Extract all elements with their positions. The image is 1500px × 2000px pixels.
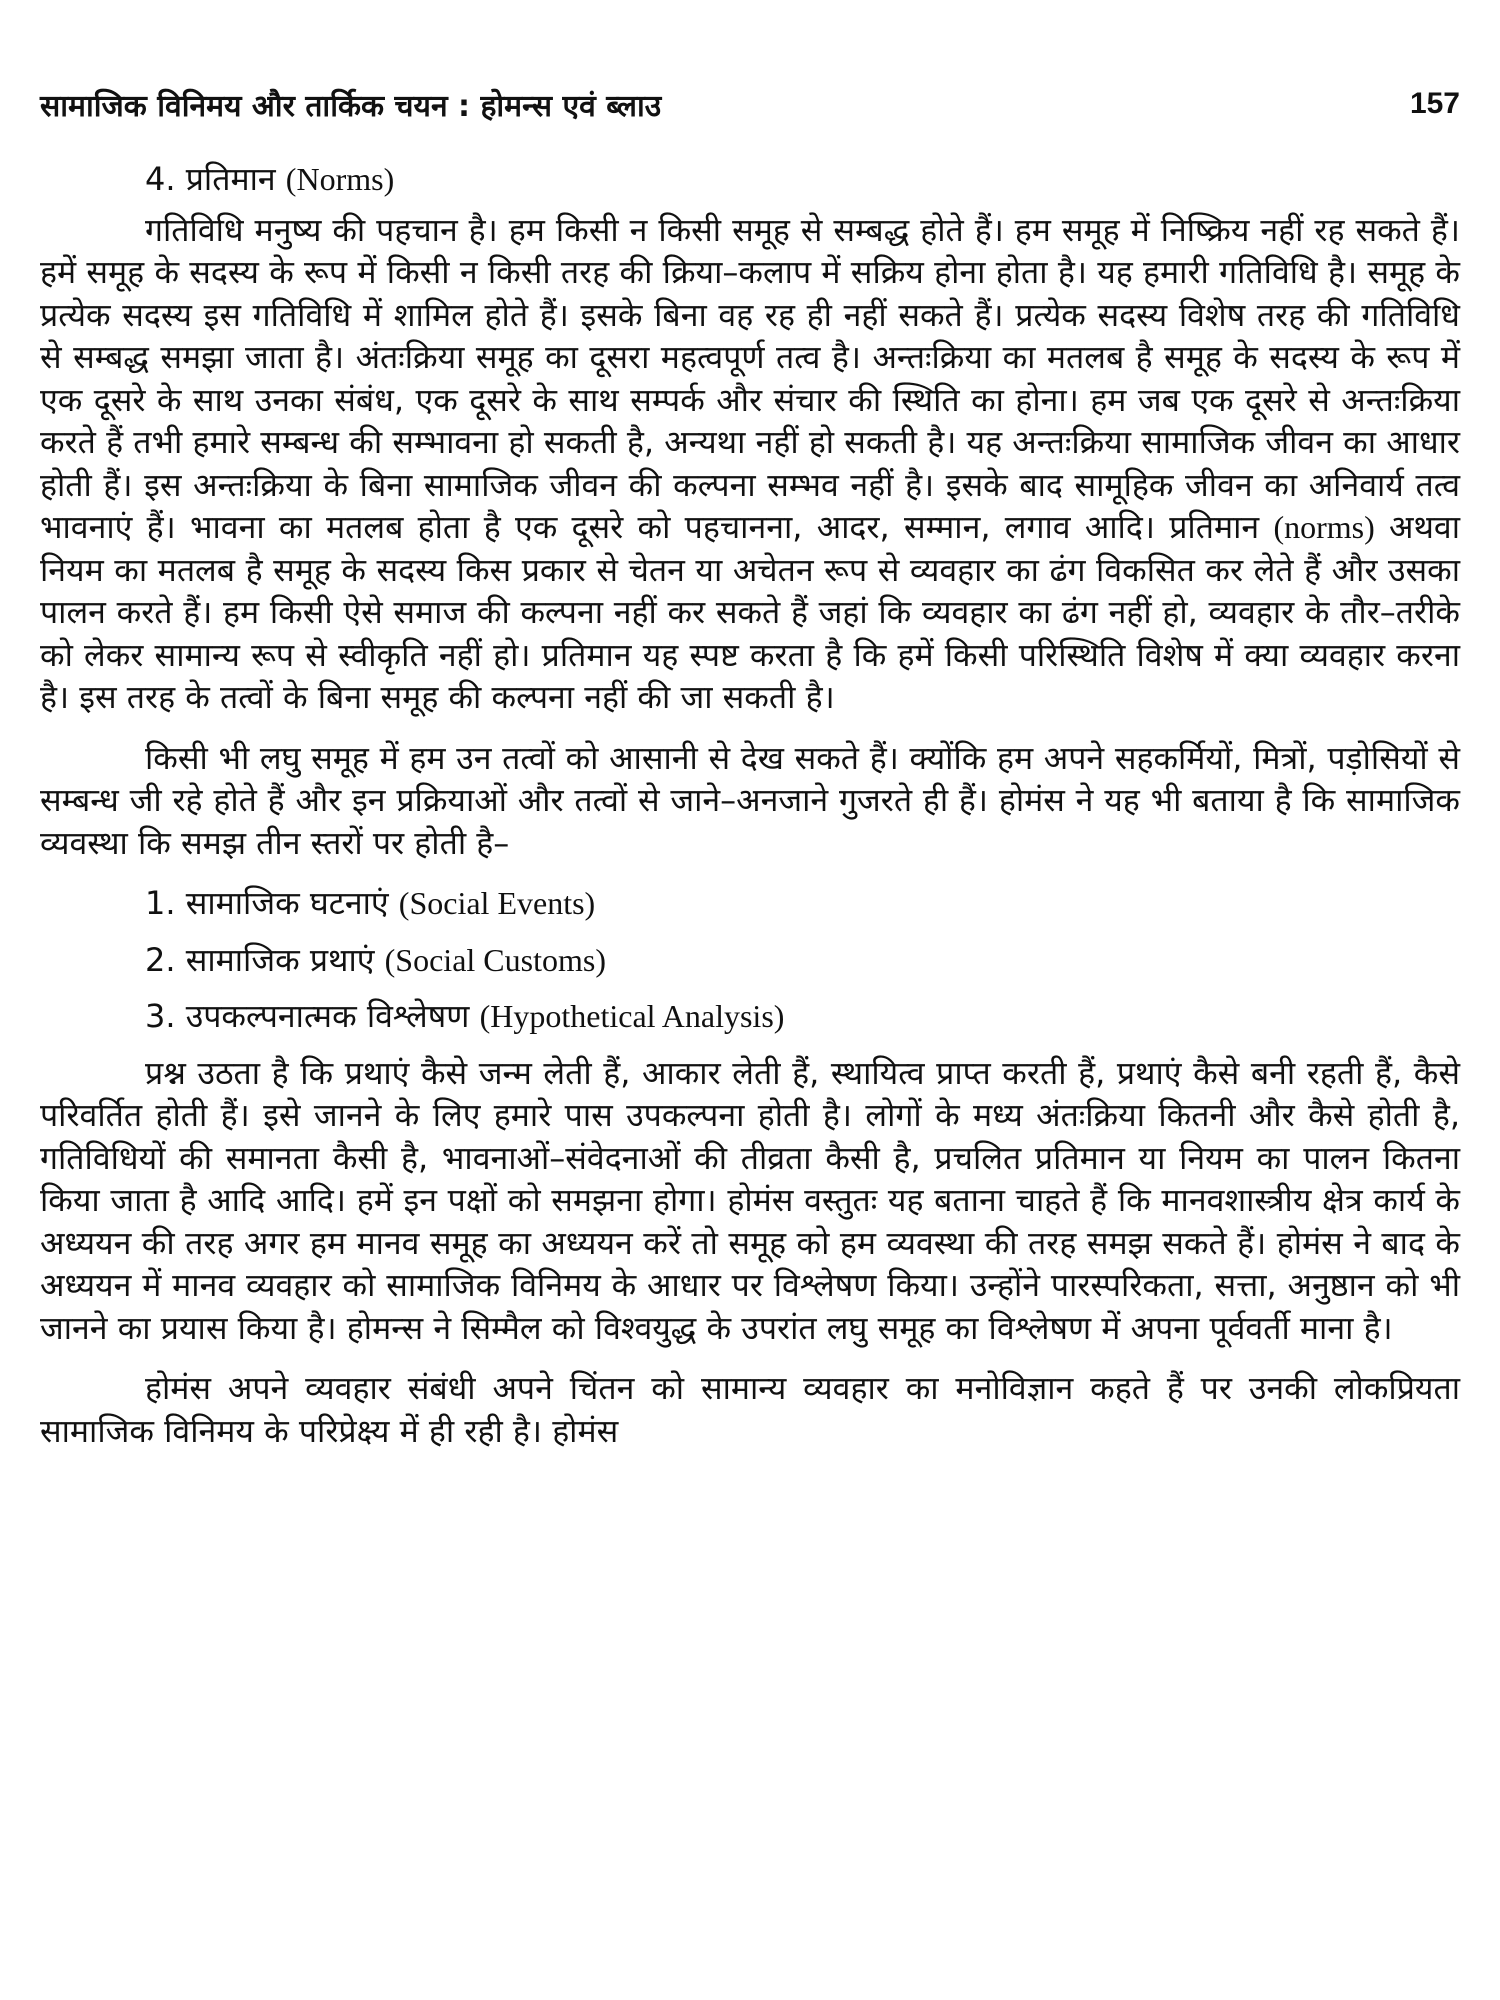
section-title-english: (Norms) bbox=[285, 161, 395, 197]
body-text bbox=[40, 158, 1460, 1470]
section-heading bbox=[40, 158, 1460, 201]
norms-english-term: (norms) bbox=[1273, 509, 1375, 545]
list-item-number: 2. bbox=[145, 940, 176, 979]
list-item-hindi: सामाजिक घटनाएं bbox=[185, 884, 389, 922]
list-item-hindi: सामाजिक प्रथाएं bbox=[185, 940, 375, 979]
section-number: 4. bbox=[145, 160, 176, 198]
list-item-english: (Social Customs) bbox=[384, 941, 606, 978]
paragraph-norms bbox=[40, 209, 1460, 719]
list-item bbox=[40, 995, 1460, 1038]
section-title-hindi: प्रतिमान bbox=[185, 160, 276, 198]
chapter-title: सामाजिक विनिमय और तार्किक चयन : होमन्स एवं ब्लाउ bbox=[40, 88, 662, 124]
paragraph-behavior: होमंस अपने व्यवहार संबंधी अपने चिंतन को सामान्य व्यवहार का मनोविज्ञान कहते हैं पर उनकी लोकप्रियता सामाजिक विनिमय के परिप्रेक्ष्य में ही रही है। होमंस bbox=[40, 1369, 1460, 1450]
list-item bbox=[40, 939, 1460, 982]
page-number: 157 bbox=[1409, 87, 1460, 120]
paragraph-norms-text-1: गतिविधि मनुष्य की पहचान है। हम किसी न किसी समूह से सम्बद्ध होते हैं। हम समूह में निष्क्रिय नहीं रह सकते हैं। हमें समूह के सदस्य के रूप में किसी न किसी तरह की क्रिया–कलाप में सक्रिय होना होता है। यह हमारी गतिविधि है। समूह के प्रत्येक सदस्य इस गतिविधि में शामिल होते हैं। इसके बिना वह रह ही नहीं सकते हैं। प्रत्येक सदस्य विशेष तरह की गतिविधि से सम्बद्ध समझा जाता है। अंतःक्रिया समूह का दूसरा महत्वपूर्ण तत्व है। अन्तःक्रिया का मतलब है समूह के सदस्य के रूप में एक दूसरे के साथ उनका संबंध, एक दूसरे के साथ सम्पर्क और संचार की स्थिति का होना। हम जब एक दूसरे से अन्तःक्रिया करते हैं तभी हमारे सम्बन्ध की सम्भावना हो सकती है, अन्यथा नहीं हो सकती है। यह अन्तःक्रिया सामाजिक जीवन का आधार होती हैं। इस अन्तःक्रिया के बिना सामाजिक जीवन की कल्पना सम्भव नहीं है। इसके बाद सामूहिक जीवन का अनिवार्य तत्व भावनाएं हैं। भावना का मतलब होता है एक दूसरे को पहचानना, आदर, सम्मान, लगाव आदि। प्रतिमान bbox=[40, 210, 1460, 546]
paragraph-small-groups: किसी भी लघु समूह में हम उन तत्वों को आसानी से देख सकते हैं। क्योंकि हम अपने सहकर्मियों, मित्रों, पड़ोसियों से सम्बन्ध जी रहे होते हैं और इन प्रक्रियाओं और तत्वों से जाने–अनजाने गुजरते ही हैं। होमंस ने यह भी बताया है कि सामाजिक व्यवस्था कि समझ तीन स्तरों पर होती है– bbox=[40, 738, 1460, 862]
list-item-number: 3. bbox=[145, 997, 176, 1035]
list-item-hindi: उपकल्पनात्मक विश्लेषण bbox=[185, 997, 470, 1035]
list-item-english: (Social Events) bbox=[398, 885, 596, 921]
list-item-number: 1. bbox=[145, 884, 176, 922]
paragraph-norms-text-2: अथवा नियम का मतलब है समूह के सदस्य किस प्रकार से चेतन या अचेतन रूप से व्यवहार का ढंग विकसित कर लेते हैं और उसका पालन करते हैं। हम किसी ऐसे समाज की कल्पना नहीं कर सकते हैं जहां कि व्यवहार का ढंग नहीं हो, व्यवहार के तौर–तरीके को लेकर सामान्य रूप से स्वीकृति नहीं हो। प्रतिमान यह स्पष्ट करता है कि हमें किसी परिस्थिति विशेष में क्या व्यवहार करना है। इस तरह के तत्वों के बिना समूह की कल्पना नहीं की जा सकती है। bbox=[40, 508, 1461, 716]
paragraph-hypothesis: प्रश्न उठता है कि प्रथाएं कैसे जन्म लेती हैं, आकार लेती हैं, स्थायित्व प्राप्त करती हैं, प्रथाएं कैसे बनी रहती हैं, कैसे परिवर्तित होती हैं। इसे जानने के लिए हमारे पास उपकल्पना होती है। लोगों के मध्य अंतःक्रिया कितनी और कैसे होती है, गतिविधियों की समानता कैसी है, भावनाओं–संवेदनाओं की तीव्रता कैसी है, प्रचलित प्रतिमान या नियम का पालन कितना किया जाता है आदि आदि। हमें इन पक्षों को समझना होगा। होमंस वस्तुतः यह बताना चाहते हैं कि मानवशास्त्रीय क्षेत्र कार्य के अध्ययन की तरह अगर हम मानव समूह का अध्ययन करें तो समूह को हम व्यवस्था की तरह समझ सकते हैं। होमंस ने बाद के अध्ययन में मानव व्यवहार को सामाजिक विनिमय के आधार पर विश्लेषण किया। उन्होंने पारस्परिकता, सत्ता, अनुष्ठान को भी जानने का प्रयास किया है। होमन्स ने सिम्मैल को विश्वयुद्ध के उपरांत लघु समूह का विश्लेषण में अपना पूर्ववर्ती माना है। bbox=[40, 1053, 1460, 1347]
running-header bbox=[40, 82, 1460, 126]
list-item-english: (Hypothetical Analysis) bbox=[479, 998, 785, 1034]
list-item bbox=[40, 882, 1460, 925]
